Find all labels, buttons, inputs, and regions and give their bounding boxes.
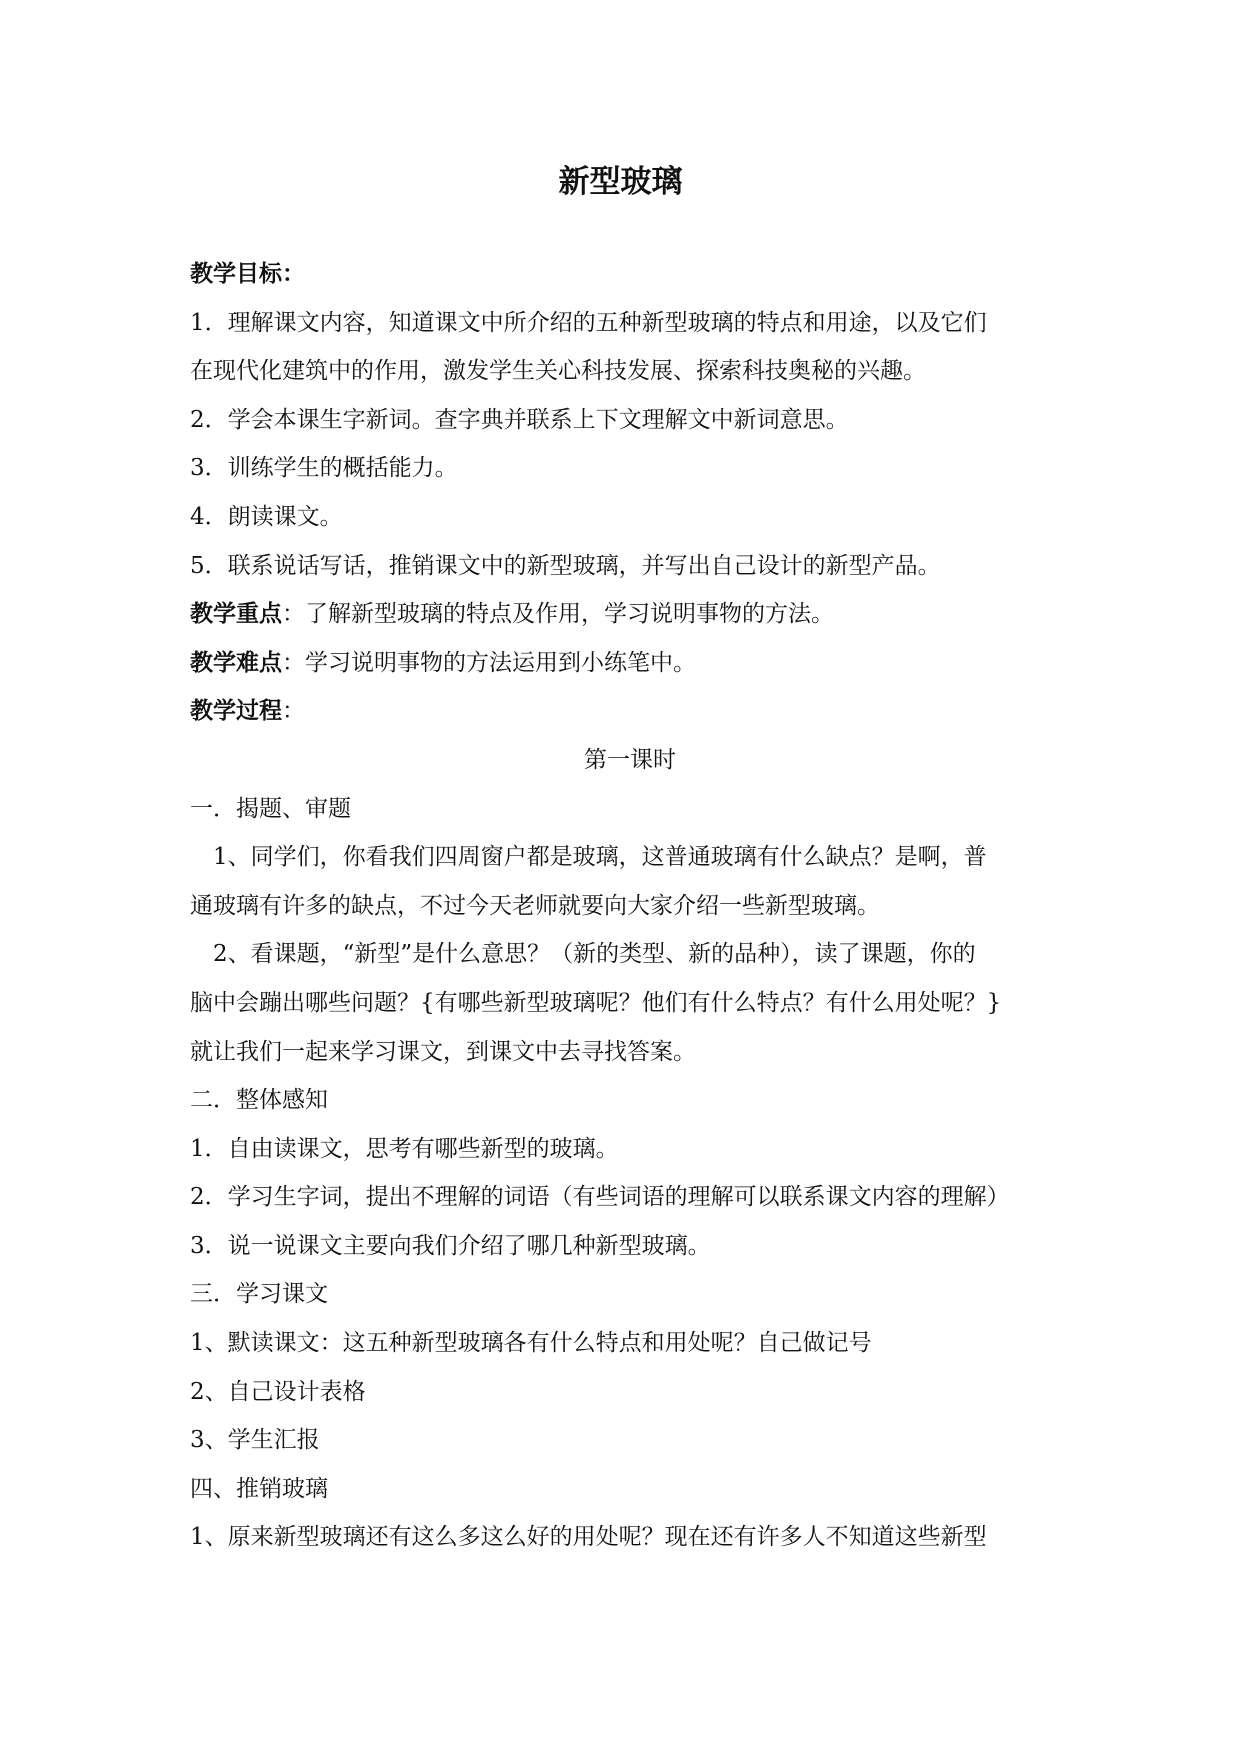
objective-line: 5．联系说话写话，推销课文中的新型玻璃，并写出自己设计的新型产品。 <box>190 552 941 579</box>
objective-line: 在现代化建筑中的作用，激发学生关心科技发展、探索科技奥秘的兴趣。 <box>190 358 926 385</box>
objective-line: 3．训练学生的概括能力。 <box>190 455 458 482</box>
list-item: 3．说一说课文主要向我们介绍了哪几种新型玻璃。 <box>190 1232 711 1259</box>
objective-line: 1．理解课文内容，知道课文中所介绍的五种新型玻璃的特点和用途，以及它们 <box>190 309 987 336</box>
section-heading: 二．整体感知 <box>190 1087 328 1114</box>
objective-line: 2．学会本课生字新词。查字典并联系上下文理解文中新词意思。 <box>190 406 849 433</box>
key-point <box>190 590 1070 639</box>
document-body <box>190 250 1070 1562</box>
list-item: 3、学生汇报 <box>190 1427 320 1454</box>
process-label: 教学过程 <box>190 698 282 725</box>
list-item: 2．学习生字词，提出不理解的词语（有些词语的理解可以联系课文内容的理解） <box>190 1184 1010 1211</box>
key-point-label: 教学重点 <box>190 601 282 628</box>
paragraph-line: 脑中会蹦出哪些问题？{有哪些新型玻璃呢？他们有什么特点？有什么用处呢？} <box>190 989 1002 1016</box>
key-point-text: ：了解新型玻璃的特点及作用，学习说明事物的方法。 <box>282 601 834 628</box>
difficulty <box>190 639 1070 688</box>
section-heading: 三．学习课文 <box>190 1281 328 1308</box>
section-heading: 四、推销玻璃 <box>190 1475 328 1502</box>
paragraph-line: 2、看课题，“新型”是什么意思？（新的类型、新的品种），读了课题，你的 <box>213 941 976 968</box>
paragraph-line: 通玻璃有许多的缺点，不过今天老师就要向大家介绍一些新型玻璃。 <box>190 892 880 919</box>
list-item: 1、原来新型玻璃还有这么多这么好的用处呢？现在还有许多人不知道这些新型 <box>190 1524 987 1551</box>
paragraph-line: 就让我们一起来学习课文，到课文中去寻找答案。 <box>190 1038 696 1065</box>
objective-line: 4．朗读课文。 <box>190 503 343 530</box>
list-item: 1．自由读课文，思考有哪些新型的玻璃。 <box>190 1135 619 1162</box>
page-title: 新型玻璃 <box>558 164 683 200</box>
difficulty-label: 教学难点 <box>190 649 282 676</box>
paragraph-line: 1、同学们，你看我们四周窗户都是玻璃，这普通玻璃有什么缺点？是啊，普 <box>213 844 987 871</box>
lesson-heading: 第一课时 <box>584 746 676 773</box>
objectives-heading: 教学目标： <box>190 261 305 287</box>
process-heading <box>190 687 1070 736</box>
difficulty-text: ：学习说明事物的方法运用到小练笔中。 <box>282 649 696 676</box>
section-heading: 一．揭题、审题 <box>190 795 351 822</box>
list-item: 1、默读课文：这五种新型玻璃各有什么特点和用处呢？自己做记号 <box>190 1330 872 1357</box>
process-colon: ： <box>282 698 305 725</box>
list-item: 2、自己设计表格 <box>190 1378 366 1405</box>
